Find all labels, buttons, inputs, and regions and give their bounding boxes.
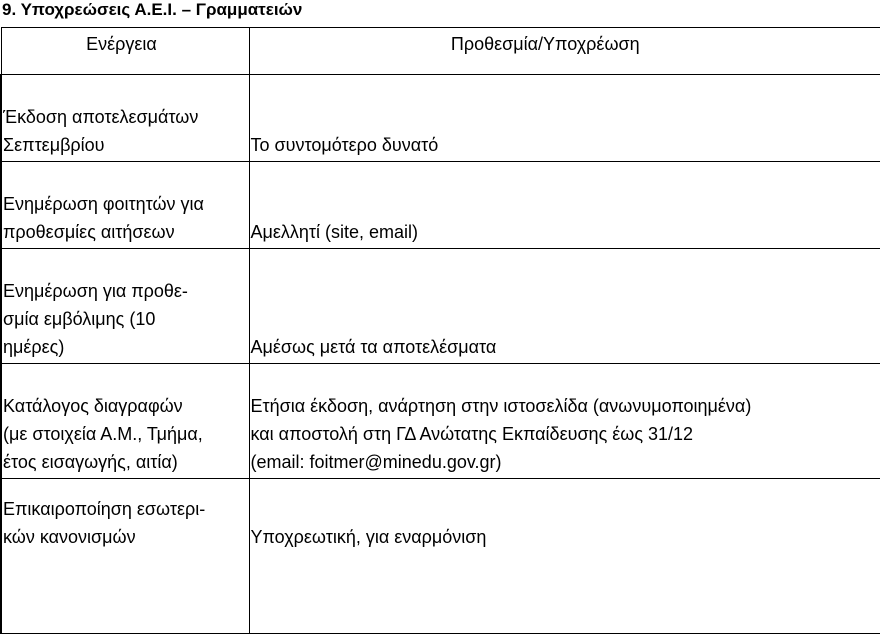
cell-text-line: Αμέσως μετά τα αποτελέσματα: [251, 333, 880, 361]
deadline-cell: [249, 75, 880, 162]
deadline-cell: [249, 162, 880, 249]
action-cell: [1, 249, 249, 364]
deadline-cell: [249, 479, 880, 634]
table-row: [1, 249, 880, 364]
section-heading: 9. Υποχρεώσεις Α.Ε.Ι. – Γραμματειών: [2, 0, 302, 20]
action-cell: [1, 479, 249, 634]
cell-text-line: σμία εμβόλιμης (10: [3, 305, 249, 333]
table-row: [1, 364, 880, 479]
cell-text-line: Ετήσια έκδοση, ανάρτηση στην ιστοσελίδα (ανωνυμοποιημένα): [251, 392, 880, 420]
cell-text-line: (με στοιχεία Α.Μ., Τμήμα,: [3, 420, 249, 448]
column-header-action: Ενέργεια: [1, 28, 249, 75]
cell-text-line: προθεσμίες αιτήσεων: [3, 218, 249, 246]
obligations-table: [0, 27, 880, 634]
table-row: [1, 479, 880, 634]
cell-text-line: (email: foitmer@minedu.gov.gr): [251, 448, 880, 476]
table-row: [1, 162, 880, 249]
cell-text-line: Υποχρεωτική, για εναρμόνιση: [251, 523, 880, 551]
cell-text-line: έτος εισαγωγής, αιτία): [3, 448, 249, 476]
action-cell: [1, 75, 249, 162]
cell-text-line: Έκδοση αποτελεσμάτων: [3, 103, 249, 131]
deadline-cell: [249, 364, 880, 479]
table-header-row: [1, 28, 880, 75]
table-row: [1, 75, 880, 162]
cell-text-line: κών κανονισμών: [3, 523, 249, 551]
cell-text-line: ημέρες): [3, 333, 249, 361]
cell-text-line: Σεπτεμβρίου: [3, 131, 249, 159]
cell-text-line: Επικαιροποίηση εσωτερι-: [3, 495, 249, 523]
cell-text-line: και αποστολή στη ΓΔ Ανώτατης Εκπαίδευσης έως 31/12: [251, 420, 880, 448]
action-cell: [1, 162, 249, 249]
cell-text-line: Αμελλητί (site, email): [251, 218, 880, 246]
cell-text-line: Ενημέρωση για προθε-: [3, 277, 249, 305]
deadline-cell: [249, 249, 880, 364]
cell-text-line: Το συντομότερο δυνατό: [251, 131, 880, 159]
cell-text-line: Ενημέρωση φοιτητών για: [3, 190, 249, 218]
action-cell: [1, 364, 249, 479]
cell-text-line: Κατάλογος διαγραφών: [3, 392, 249, 420]
column-header-deadline: Προθεσμία/Υποχρέωση: [249, 28, 880, 75]
